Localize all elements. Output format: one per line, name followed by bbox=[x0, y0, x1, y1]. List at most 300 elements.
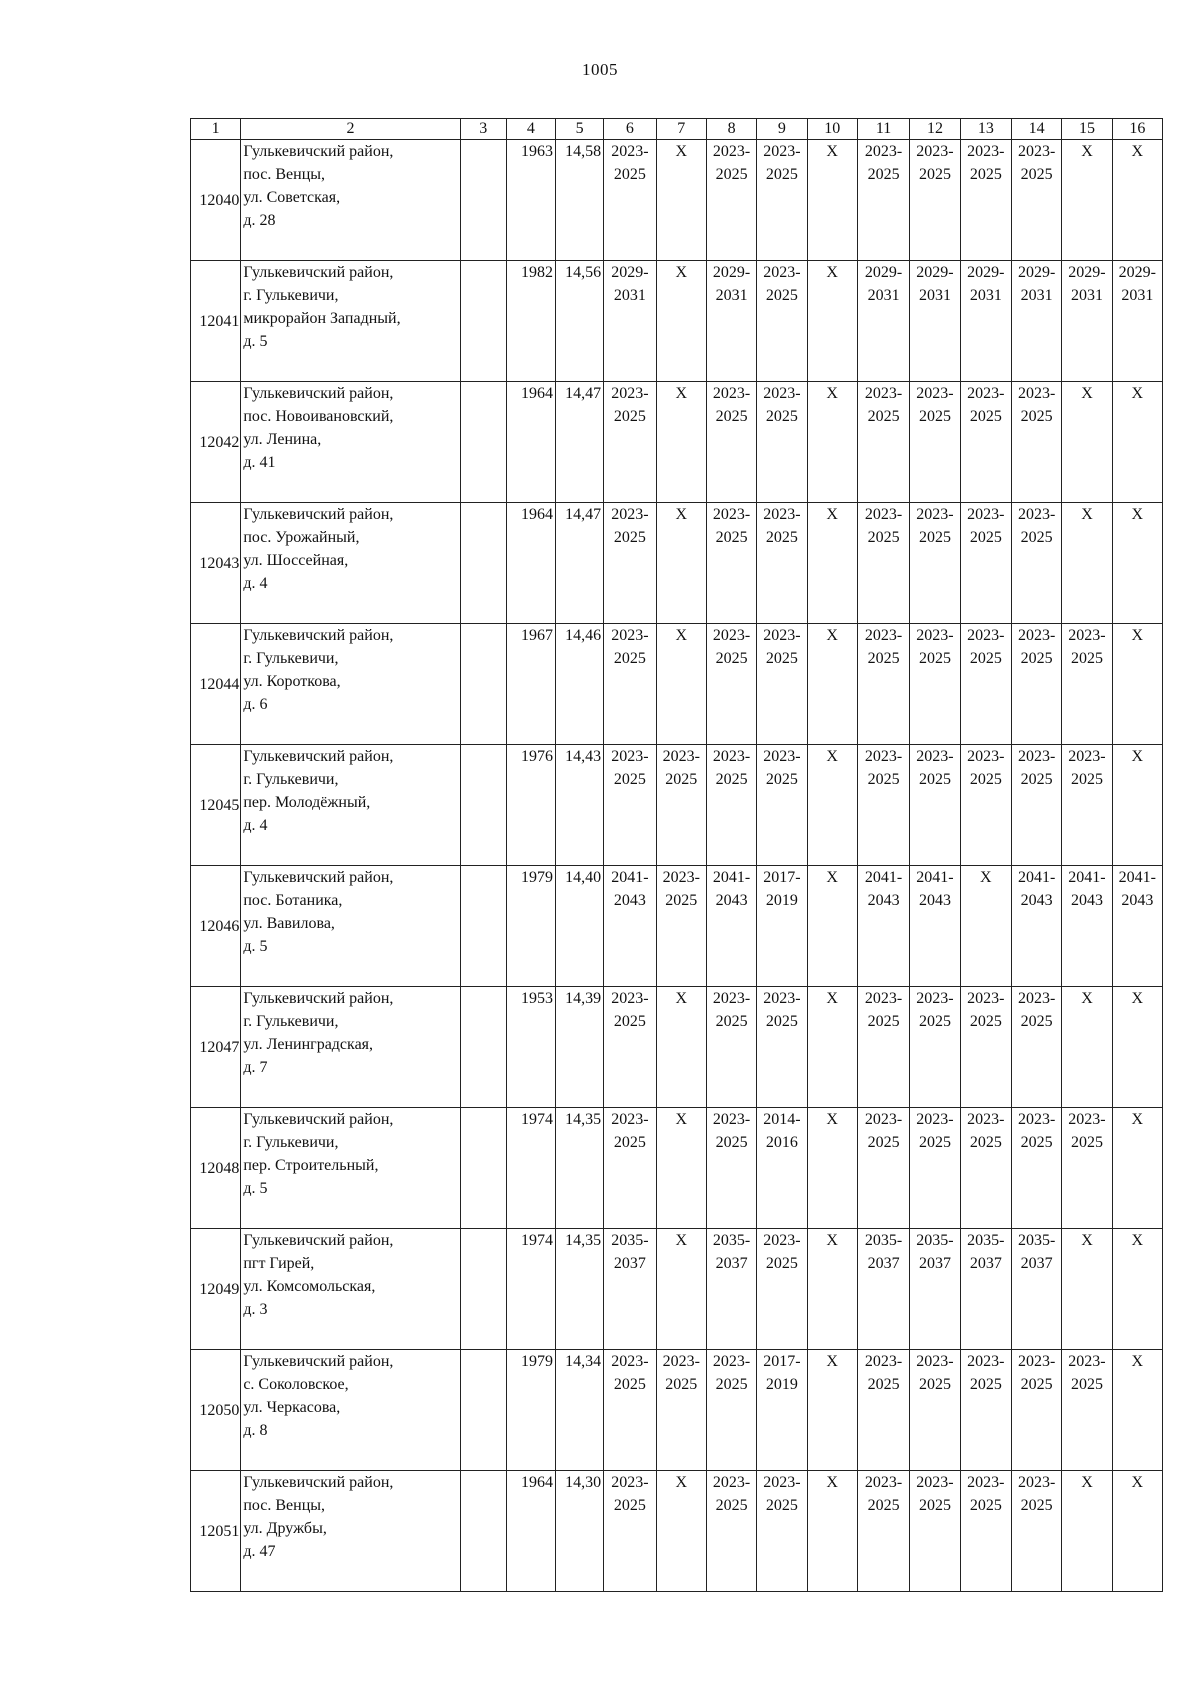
row-period-col-8 bbox=[706, 624, 756, 745]
period-line: 2025 bbox=[1070, 650, 1103, 667]
period-line: 2025 bbox=[715, 1134, 748, 1151]
period-line: 2023- bbox=[611, 143, 649, 160]
period-line: 2035- bbox=[916, 1232, 954, 1249]
row-address bbox=[241, 866, 460, 987]
period-line: 2031 bbox=[867, 287, 900, 304]
column-header-13: 13 bbox=[960, 119, 1011, 140]
row-period-col-14 bbox=[1012, 1108, 1062, 1229]
period-line: 2025 bbox=[867, 771, 900, 788]
row-period-col-6 bbox=[604, 745, 656, 866]
row-period-col-8 bbox=[706, 503, 756, 624]
period-line: 2023- bbox=[1017, 385, 1056, 402]
period-line: 2025 bbox=[1070, 1376, 1103, 1393]
period-line: 2025 bbox=[1020, 1376, 1053, 1393]
period-line: X bbox=[675, 264, 688, 281]
period-line: 2025 bbox=[969, 408, 1002, 425]
period-line: 2025 bbox=[918, 1376, 951, 1393]
period-line: 2025 bbox=[613, 529, 646, 546]
row-period-col-14 bbox=[1012, 1350, 1062, 1471]
row-col-3 bbox=[460, 382, 506, 503]
period-line: 2025 bbox=[969, 771, 1002, 788]
period-line: X bbox=[826, 506, 838, 523]
period-line: 2037 bbox=[715, 1255, 748, 1272]
period-line: X bbox=[675, 1111, 688, 1128]
period-line: 2023- bbox=[864, 1111, 903, 1128]
row-period-col-7 bbox=[656, 1471, 706, 1592]
table-row bbox=[191, 1108, 1163, 1229]
period-line: 2035- bbox=[712, 1232, 751, 1249]
period-line: 2031 bbox=[613, 287, 646, 304]
period-line: 2023- bbox=[967, 627, 1005, 644]
period-line: 2023- bbox=[864, 385, 903, 402]
row-period-col-11 bbox=[857, 140, 909, 261]
address-line: д. 3 bbox=[243, 1301, 268, 1318]
address-line: Гулькевичский район, bbox=[243, 143, 394, 160]
row-id: 12040 bbox=[191, 140, 241, 261]
period-line: X bbox=[826, 748, 838, 765]
address-line: ул. Комсомольская, bbox=[243, 1278, 376, 1295]
period-line: 2025 bbox=[715, 650, 748, 667]
period-line: 2025 bbox=[1020, 166, 1053, 183]
row-period-col-15 bbox=[1062, 624, 1112, 745]
row-period-col-16 bbox=[1112, 382, 1162, 503]
table-row bbox=[191, 745, 1163, 866]
period-line: X bbox=[1081, 1474, 1093, 1491]
row-col-3 bbox=[460, 745, 506, 866]
row-period-col-6 bbox=[604, 987, 656, 1108]
row-period-col-7 bbox=[656, 745, 706, 866]
row-period-col-7 bbox=[656, 1108, 706, 1229]
period-line: 2031 bbox=[969, 287, 1002, 304]
address-line: пос. Урожайный, bbox=[243, 529, 360, 546]
period-line: 2025 bbox=[969, 1497, 1002, 1514]
period-line: 2025 bbox=[1070, 771, 1103, 788]
row-period-col-8 bbox=[706, 382, 756, 503]
column-header-6: 6 bbox=[604, 119, 656, 140]
period-line: 2023- bbox=[1068, 748, 1106, 765]
period-line: 2025 bbox=[613, 1134, 646, 1151]
row-period-col-8 bbox=[706, 261, 756, 382]
row-year: 1963 bbox=[506, 140, 555, 261]
period-line: 2023- bbox=[611, 1474, 649, 1491]
row-period-col-16 bbox=[1112, 1350, 1162, 1471]
address-line: д. 28 bbox=[243, 212, 276, 229]
period-line: 2023- bbox=[916, 1474, 954, 1491]
period-line: X bbox=[675, 990, 688, 1007]
row-period-col-10 bbox=[807, 987, 857, 1108]
period-line: 2023- bbox=[967, 990, 1005, 1007]
period-line: 2023- bbox=[662, 1353, 700, 1370]
period-line: 2043 bbox=[1070, 892, 1103, 909]
row-period-col-9 bbox=[757, 1108, 807, 1229]
period-line: 2029- bbox=[916, 264, 954, 281]
row-period-col-14 bbox=[1012, 987, 1062, 1108]
period-line: 2023- bbox=[1068, 627, 1106, 644]
period-line: 2023- bbox=[967, 1474, 1005, 1491]
period-line: 2025 bbox=[1020, 1497, 1053, 1514]
row-period-col-12 bbox=[910, 1350, 960, 1471]
period-line: 2025 bbox=[765, 771, 798, 788]
row-id: 12051 bbox=[191, 1471, 241, 1592]
table-row bbox=[191, 140, 1163, 261]
row-period-col-11 bbox=[857, 1350, 909, 1471]
row-period-col-14 bbox=[1012, 624, 1062, 745]
address-line: г. Гулькевичи, bbox=[243, 1134, 339, 1151]
row-period-col-11 bbox=[857, 745, 909, 866]
row-period-col-7 bbox=[656, 1229, 706, 1350]
row-period-col-12 bbox=[910, 261, 960, 382]
row-period-col-6 bbox=[604, 866, 656, 987]
address-line: г. Гулькевичи, bbox=[243, 650, 339, 667]
period-line: 2043 bbox=[613, 892, 646, 909]
row-period-col-10 bbox=[807, 1108, 857, 1229]
row-period-col-9 bbox=[757, 1350, 807, 1471]
address-line: д. 5 bbox=[243, 1180, 268, 1197]
row-value: 14,46 bbox=[556, 624, 604, 745]
period-line: 2025 bbox=[665, 771, 698, 788]
row-period-col-12 bbox=[910, 745, 960, 866]
row-year: 1982 bbox=[506, 261, 555, 382]
period-line: 2025 bbox=[867, 166, 900, 183]
row-period-col-8 bbox=[706, 140, 756, 261]
address-line: Гулькевичский район, bbox=[243, 627, 394, 644]
row-period-col-11 bbox=[857, 503, 909, 624]
address-line: д. 7 bbox=[243, 1059, 268, 1076]
address-line: пер. Молодёжный, bbox=[243, 794, 371, 811]
table-row bbox=[191, 866, 1163, 987]
row-period-col-16 bbox=[1112, 261, 1162, 382]
row-period-col-7 bbox=[656, 261, 706, 382]
row-period-col-16 bbox=[1112, 866, 1162, 987]
period-line: 2023- bbox=[916, 143, 954, 160]
page-number: 1005 bbox=[582, 60, 618, 79]
address-line: ул. Шоссейная, bbox=[243, 552, 349, 569]
row-value: 14,40 bbox=[556, 866, 604, 987]
row-id: 12049 bbox=[191, 1229, 241, 1350]
period-line: 2025 bbox=[765, 1497, 798, 1514]
period-line: 2025 bbox=[867, 408, 900, 425]
row-period-col-10 bbox=[807, 624, 857, 745]
period-line: 2023- bbox=[662, 748, 700, 765]
period-line: 2019 bbox=[765, 1376, 798, 1393]
row-address bbox=[241, 1471, 460, 1592]
period-line: X bbox=[1131, 1353, 1144, 1370]
period-line: 2025 bbox=[867, 1376, 900, 1393]
table-row bbox=[191, 624, 1163, 745]
row-period-col-10 bbox=[807, 382, 857, 503]
period-line: 2023- bbox=[967, 506, 1005, 523]
row-address bbox=[241, 624, 460, 745]
row-period-col-7 bbox=[656, 987, 706, 1108]
period-line: X bbox=[1131, 506, 1144, 523]
period-line: 2023- bbox=[1068, 1111, 1106, 1128]
period-line: 2023- bbox=[1017, 748, 1056, 765]
row-id: 12041 bbox=[191, 261, 241, 382]
period-line: X bbox=[675, 627, 688, 644]
address-line: Гулькевичский район, bbox=[243, 385, 394, 402]
period-line: 2025 bbox=[613, 1497, 646, 1514]
column-header-16: 16 bbox=[1112, 119, 1162, 140]
period-line: 2023- bbox=[763, 1232, 801, 1249]
period-line: 2037 bbox=[918, 1255, 951, 1272]
period-line: X bbox=[1081, 506, 1093, 523]
row-address bbox=[241, 745, 460, 866]
period-line: 2031 bbox=[715, 287, 748, 304]
period-line: 2023- bbox=[864, 1474, 903, 1491]
row-period-col-15 bbox=[1062, 382, 1112, 503]
period-line: 2023- bbox=[712, 1474, 751, 1491]
address-line: д. 47 bbox=[243, 1543, 276, 1560]
column-header-3: 3 bbox=[460, 119, 506, 140]
period-line: 2014- bbox=[763, 1111, 801, 1128]
row-period-col-8 bbox=[706, 745, 756, 866]
address-line: г. Гулькевичи, bbox=[243, 1013, 339, 1030]
period-line: 2023- bbox=[1017, 1111, 1056, 1128]
period-line: 2023- bbox=[1017, 1353, 1056, 1370]
address-line: пгт Гирей, bbox=[243, 1255, 315, 1272]
period-line: 2023- bbox=[1017, 990, 1056, 1007]
row-period-col-14 bbox=[1012, 503, 1062, 624]
period-line: 2041- bbox=[1118, 869, 1156, 886]
period-line: 2025 bbox=[969, 166, 1002, 183]
period-line: 2025 bbox=[969, 529, 1002, 546]
period-line: X bbox=[1131, 1474, 1144, 1491]
row-period-col-14 bbox=[1012, 1229, 1062, 1350]
row-address bbox=[241, 1108, 460, 1229]
period-line: 2025 bbox=[613, 1376, 646, 1393]
row-col-3 bbox=[460, 503, 506, 624]
row-period-col-13 bbox=[960, 1471, 1011, 1592]
period-line: 2025 bbox=[715, 771, 748, 788]
address-line: пос. Венцы, bbox=[243, 1497, 326, 1514]
row-period-col-11 bbox=[857, 1108, 909, 1229]
row-value: 14,43 bbox=[556, 745, 604, 866]
period-line: 2043 bbox=[867, 892, 900, 909]
period-line: 2025 bbox=[918, 166, 951, 183]
row-period-col-9 bbox=[757, 503, 807, 624]
period-line: 2025 bbox=[918, 1497, 951, 1514]
row-value: 14,35 bbox=[556, 1108, 604, 1229]
address-line: пос. Венцы, bbox=[243, 166, 326, 183]
column-header-15: 15 bbox=[1062, 119, 1112, 140]
row-period-col-15 bbox=[1062, 140, 1112, 261]
row-period-col-16 bbox=[1112, 503, 1162, 624]
row-period-col-12 bbox=[910, 987, 960, 1108]
period-line: X bbox=[1131, 627, 1144, 644]
table-row bbox=[191, 1471, 1163, 1592]
row-year: 1964 bbox=[506, 382, 555, 503]
address-line: Гулькевичский район, bbox=[243, 506, 394, 523]
address-line: г. Гулькевичи, bbox=[243, 287, 339, 304]
row-period-col-6 bbox=[604, 1108, 656, 1229]
row-period-col-14 bbox=[1012, 140, 1062, 261]
row-period-col-8 bbox=[706, 1471, 756, 1592]
period-line: 2025 bbox=[715, 408, 748, 425]
row-period-col-11 bbox=[857, 382, 909, 503]
row-year: 1964 bbox=[506, 1471, 555, 1592]
row-period-col-15 bbox=[1062, 261, 1112, 382]
period-line: X bbox=[826, 264, 838, 281]
period-line: 2023- bbox=[712, 990, 751, 1007]
period-line: 2023- bbox=[916, 385, 954, 402]
row-period-col-13 bbox=[960, 866, 1011, 987]
period-line: 2043 bbox=[918, 892, 951, 909]
row-period-col-11 bbox=[857, 1229, 909, 1350]
address-line: д. 8 bbox=[243, 1422, 268, 1439]
period-line: 2025 bbox=[969, 1134, 1002, 1151]
address-line: Гулькевичский район, bbox=[243, 1353, 394, 1370]
row-address bbox=[241, 987, 460, 1108]
period-line: 2025 bbox=[969, 1013, 1002, 1030]
period-line: 2029- bbox=[712, 264, 751, 281]
period-line: X bbox=[1131, 143, 1144, 160]
table-row bbox=[191, 1229, 1163, 1350]
row-id: 12042 bbox=[191, 382, 241, 503]
address-line: пос. Ботаника, bbox=[243, 892, 343, 909]
period-line: 2023- bbox=[712, 506, 751, 523]
column-header-5: 5 bbox=[556, 119, 604, 140]
table-row bbox=[191, 987, 1163, 1108]
period-line: 2037 bbox=[1020, 1255, 1053, 1272]
period-line: 2023- bbox=[967, 1353, 1005, 1370]
row-period-col-12 bbox=[910, 1471, 960, 1592]
period-line: 2023- bbox=[1068, 1353, 1106, 1370]
row-period-col-9 bbox=[757, 261, 807, 382]
period-line: 2019 bbox=[765, 892, 798, 909]
period-line: X bbox=[826, 143, 838, 160]
row-period-col-15 bbox=[1062, 1108, 1112, 1229]
period-line: 2025 bbox=[867, 1013, 900, 1030]
row-period-col-11 bbox=[857, 1471, 909, 1592]
period-line: 2023- bbox=[763, 748, 801, 765]
row-period-col-9 bbox=[757, 624, 807, 745]
address-line: д. 6 bbox=[243, 696, 268, 713]
row-period-col-11 bbox=[857, 866, 909, 987]
period-line: 2016 bbox=[765, 1134, 798, 1151]
period-line: 2025 bbox=[969, 1376, 1002, 1393]
row-period-col-10 bbox=[807, 866, 857, 987]
period-line: 2029- bbox=[967, 264, 1005, 281]
period-line: 2023- bbox=[1017, 143, 1056, 160]
row-id: 12043 bbox=[191, 503, 241, 624]
row-period-col-15 bbox=[1062, 866, 1112, 987]
row-value: 14,30 bbox=[556, 1471, 604, 1592]
period-line: 2023- bbox=[611, 990, 649, 1007]
period-line: 2023- bbox=[864, 1353, 903, 1370]
column-header-9: 9 bbox=[757, 119, 807, 140]
period-line: 2031 bbox=[1020, 287, 1053, 304]
period-line: 2023- bbox=[712, 1353, 751, 1370]
period-line: 2041- bbox=[1068, 869, 1106, 886]
period-line: 2025 bbox=[867, 1497, 900, 1514]
row-period-col-10 bbox=[807, 503, 857, 624]
row-period-col-9 bbox=[757, 1471, 807, 1592]
period-line: 2023- bbox=[967, 748, 1005, 765]
period-line: X bbox=[1081, 143, 1093, 160]
period-line: 2025 bbox=[613, 1013, 646, 1030]
address-line: с. Соколовское, bbox=[243, 1376, 349, 1393]
row-period-col-6 bbox=[604, 261, 656, 382]
period-line: 2023- bbox=[864, 748, 903, 765]
period-line: 2023- bbox=[1017, 627, 1056, 644]
table-header bbox=[191, 119, 1163, 140]
row-year: 1953 bbox=[506, 987, 555, 1108]
period-line: 2023- bbox=[763, 990, 801, 1007]
period-line: 2035- bbox=[967, 1232, 1005, 1249]
row-period-col-13 bbox=[960, 503, 1011, 624]
row-col-3 bbox=[460, 1471, 506, 1592]
period-line: 2025 bbox=[867, 1134, 900, 1151]
row-address bbox=[241, 261, 460, 382]
row-period-col-15 bbox=[1062, 1229, 1112, 1350]
period-line: 2023- bbox=[763, 385, 801, 402]
row-address bbox=[241, 382, 460, 503]
row-value: 14,56 bbox=[556, 261, 604, 382]
row-id: 12048 bbox=[191, 1108, 241, 1229]
row-period-col-13 bbox=[960, 1350, 1011, 1471]
period-line: 2029- bbox=[1068, 264, 1106, 281]
period-line: 2025 bbox=[665, 1376, 698, 1393]
period-line: X bbox=[1131, 1111, 1144, 1128]
period-line: 2023- bbox=[611, 748, 649, 765]
period-line: 2025 bbox=[665, 892, 698, 909]
column-header-11: 11 bbox=[857, 119, 909, 140]
table-row bbox=[191, 1350, 1163, 1471]
row-period-col-6 bbox=[604, 503, 656, 624]
period-line: 2023- bbox=[611, 506, 649, 523]
row-value: 14,58 bbox=[556, 140, 604, 261]
period-line: 2025 bbox=[765, 166, 798, 183]
row-period-col-10 bbox=[807, 745, 857, 866]
period-line: 2025 bbox=[867, 529, 900, 546]
period-line: 2023- bbox=[611, 1353, 649, 1370]
address-line: д. 5 bbox=[243, 938, 268, 955]
period-line: X bbox=[826, 1232, 838, 1249]
period-line: 2025 bbox=[1020, 529, 1053, 546]
row-period-col-8 bbox=[706, 1108, 756, 1229]
period-line: 2025 bbox=[613, 408, 646, 425]
period-line: X bbox=[1131, 990, 1144, 1007]
period-line: 2017- bbox=[763, 869, 801, 886]
period-line: 2025 bbox=[765, 1013, 798, 1030]
period-line: 2041- bbox=[916, 869, 954, 886]
period-line: 2023- bbox=[916, 506, 954, 523]
row-period-col-6 bbox=[604, 1229, 656, 1350]
period-line: 2037 bbox=[867, 1255, 900, 1272]
address-line: ул. Короткова, bbox=[243, 673, 341, 690]
period-line: 2025 bbox=[867, 650, 900, 667]
period-line: 2031 bbox=[1121, 287, 1154, 304]
row-address bbox=[241, 503, 460, 624]
period-line: 2023- bbox=[967, 385, 1005, 402]
period-line: 2017- bbox=[763, 1353, 801, 1370]
row-col-3 bbox=[460, 261, 506, 382]
period-line: 2025 bbox=[1020, 771, 1053, 788]
row-period-col-8 bbox=[706, 1350, 756, 1471]
row-period-col-11 bbox=[857, 987, 909, 1108]
address-line: микрорайон Западный, bbox=[243, 310, 401, 327]
row-col-3 bbox=[460, 1108, 506, 1229]
period-line: 2023- bbox=[763, 506, 801, 523]
period-line: 2023- bbox=[864, 143, 903, 160]
period-line: 2023- bbox=[1017, 506, 1056, 523]
period-line: 2023- bbox=[864, 990, 903, 1007]
period-line: X bbox=[826, 1111, 838, 1128]
row-period-col-11 bbox=[857, 261, 909, 382]
period-line: 2023- bbox=[712, 1111, 751, 1128]
row-value: 14,34 bbox=[556, 1350, 604, 1471]
period-line: 2023- bbox=[763, 1474, 801, 1491]
